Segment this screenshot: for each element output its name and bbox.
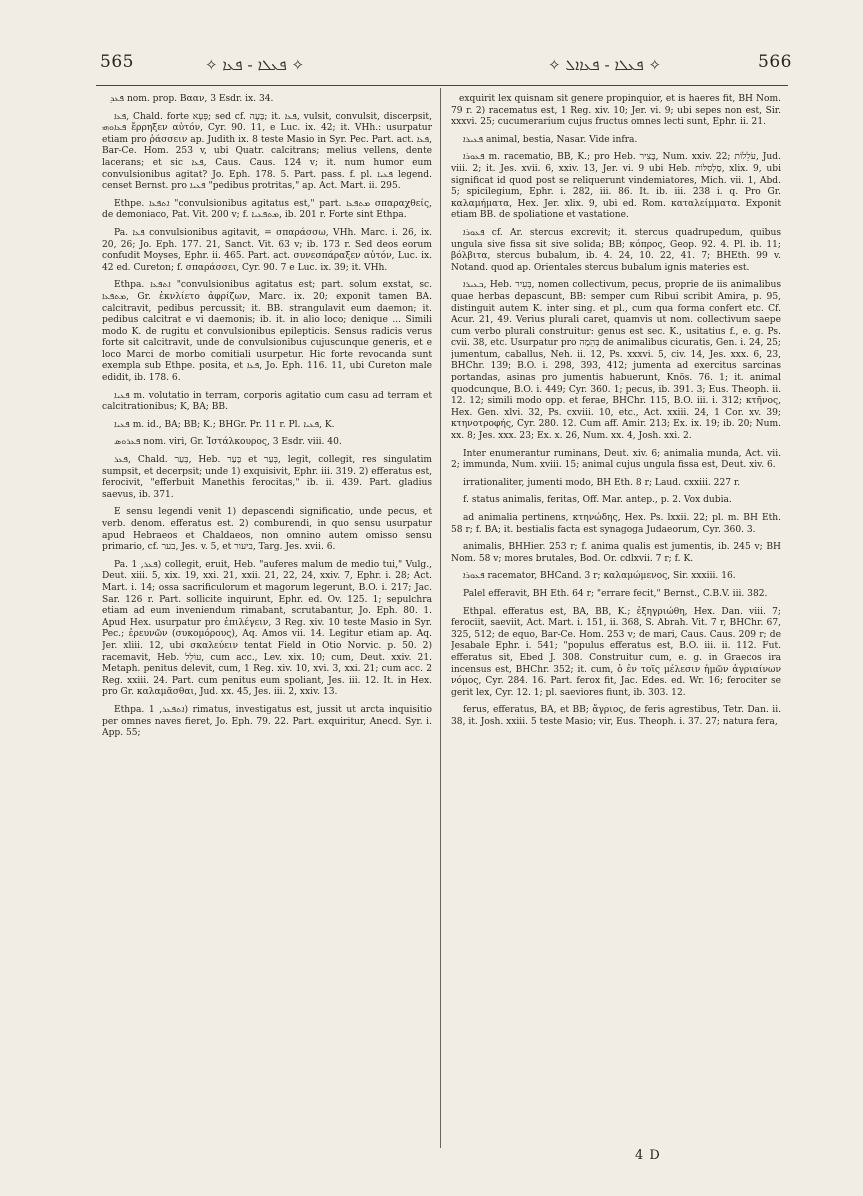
entry: ܦܥܝܐ m. id., BA; BB; K.; BHGr. Pr. 11 r. Pl. ܦܥܝܐ, K.	[114, 419, 335, 430]
left-page-number: 565	[100, 52, 134, 72]
left-column	[102, 94, 432, 1149]
entry: animalis, BHHier. 253 r; f. anima qualis est jumentis, ib. 245 v; BH Nom. 58 v; mores brutales, Bod. Or. cdlxvii. 7 r; f. K.	[451, 542, 781, 564]
signature-mark: 4 D	[635, 1148, 661, 1163]
entry: ܦܥܘܪܐ racemator, BHCand. 3 r; καλαμώμενος, Sir. xxxiii. 16.	[463, 571, 736, 582]
entry: ܦܥܐ, Chald. forte פְּעָא; sed cf. בָּעָה; it. ܦܥܐ, vulsit, convulsit, discerpsit, ܦܥܐܘܗܝ ἔρρηξεν αὐτόν, Cyr. 90. 11, e Luc. ix. 42; it. VHh.: usurpatur etiam pro ῥάσσειν ap. Judith ix. 8 teste Masio in Syr. Pec. Part. act. ܦܥܐ, Bar-Ce. Hom. 253 v, ubi Quatr. calcitrans; melius vellens, dente lacerans; et sic ܦܥܐ, Caus. Caus. 124 v; it. num humor eum convulsionibus agitat? Jo. Eph. 178. 5. Part. pass. f. pl. ܦܥܝܐ legend. censet Bernst. pro ܦܥܝܐ "pedibus protritas," ap. Act. Mart. ii. 295.	[102, 111, 432, 192]
entry: ܦܥܕ nom. prop. Βααν, 3 Esdr. ix. 34.	[110, 94, 274, 104]
entry: Ethpa. ܐܬܦܥܪ, 1) rimatus, investigatus est, jussit ut arcta inquisitio per omnes naves fieret, Jo. Eph. 79. 22. Part. exquiritur, Anecd. Syr. i. App. 55;	[102, 704, 432, 739]
column-divider	[440, 88, 441, 1148]
entry: ܦܥܝܪܐ animal, bestia, Nasar. Vide infra.	[463, 134, 638, 145]
entry: f. status animalis, feritas, Off. Mar. antep., p. 2. Vox dubia.	[463, 495, 732, 506]
entry: ܦܥܘܪܐ cf. Ar. stercus excrevit; it. stercus quadrupedum, quibus ungula sive fissa sit sive solida; BB; κόπρος, Geop. 92. 4. Pl. ib. 11; βόλβιτα, stercus bubalum, ib. 4. 24, 10. 22, 41. 7; BHEth. 99 v. Notand. quod ap. Orientales stercus bubalum ignis materies est.	[451, 227, 781, 273]
entry: ferus, efferatus, BA, et BB; ἄγριος, de feris agrestibus, Tetr. Dan. ii. 38, it. Josh. xxiii. 5 teste Masio; vir, Eus. Theoph. i. 37. 27; natura fera,	[451, 705, 781, 727]
entry: Pa. ܦܥܪ, 1) collegit, eruit, Heb. "auferes malum de medio tui," Vulg., Deut. xiii. 5, xix. 19, xxi. 21, xxii. 21, 22, 24, xxiv. 7, Ephr. i. 28; Act. Mart. i. 14; ossa sacrificulorum et magorum legerunt, B.O. i. 217; Jac. Sar. 126 r. Part. sollicite inquirunt, Ephr. ed. Ov. 125. 1; sepulchra etiam ad eum inveniendum rimabant, scrutabantur, Jo. Eph. 80. 1. Apud Hex. usurpatur pro ἐπιλέγειν, 3 Reg. xiv. 10 teste Masio in Syr. Pec.; ἐρευνῶν (συκομόρους), Aq. Amos vii. 14. Legitur etiam ap. Aq. Jer. xliii. 12, ubi σκαλεύειν tentat Field in Otio Norvic. p. 50. 2) racemavit, Heb. עוֹלֵל, cum acc., Lev. xix. 10; cum, Deut. xxiv. 21. Metaph. penitus delevit, cum, 1 Reg. xiv. 10, xvi. 3, xxi. 21; cum acc. 2 Reg. xxiii. 24. Part. cum penitus eum spoliant, Jes. iii. 12. It. in Hex. pro Gr. καλαμᾶσθαι, Jud. xx. 45, Jes. iii. 2, xxiv. 13.	[102, 559, 432, 698]
entry: Ethpe. ܐܬܦܥܐ "convulsionibus agitatus est," part. ܡܬܦܥܐ σπαραχθείς, de demoniaco, Pat. Vit. 200 v; f. ܡܬܦܥܝܐ, ib. 201 r. Forte sint Ethpa.	[102, 198, 432, 221]
entry: Ethpa. ܐܬܦܥܐ "convulsionibus agitatus est; part. solum exstat, sc. ܡܬܦܥܐ, Gr. ἐκνλίετο ἀφρίζων, Marc. ix. 20; exponit tamen BA. calcitravit, pedibus percussit; it. BB. strangulavit eum daemon; it. pedibus calcitrat e vi daemonis; ib. it. in alio loco; denique ... Simili modo K. de rugitu et convulsionibus epilepticis. Sensus radicis verus forte sit calcitravit, unde de convulsionibus cujuscunque generis, et e loco Marci de morbo comitiali usurpetur. Hic forte revocanda sunt exempla sub Ethpe. posita, et ܦܥܐ, Jo. Eph. 116. 11, ubi Cureton male edidit, ib. 178. 6.	[102, 280, 432, 384]
entry: ad animalia pertinens, κτηνώδης, Hex. Ps. lxxii. 22; pl. m. BH Eth. 58 r; f. BA; it. bestialis facta est synagoga Judaeorum, Cyr. 360. 3.	[451, 513, 781, 535]
right-page-number: 566	[758, 52, 792, 72]
entry: Inter enumerantur ruminans, Deut. xiv. 6; animalia munda, Act. vii. 2; immunda, Num. xviii. 15; animal cujus ungula fissa est, Deut. xiv. 6.	[451, 448, 781, 471]
right-column	[451, 94, 781, 1149]
entry: ܒܥܝܪܐ, Heb. בְּעִיר, nomen collectivum, pecus, proprie de iis animalibus quae herbas depascunt, BB: semper cum Ribui scribit Amira, p. 95, distinguit autem K. inter sing. et pl., cum qua forma confert etc. Cf. Acur. 21, 49. Verius plurali caret, quamvis ut nom. collectivum saepe cum verbo plurali construitur: genus est sec. K., usitatius f., e. g. Ps. cvii. 38, etc. Usurpatur pro בְּהֵמָה de animalibus cicuratis, Gen. i. 24, 25; jumentum, caballus, Neh. ii. 12, Ps. xxxvi. 5, civ. 14, Jes. xxx. 6, 23, BHChr. 139; B.O. i. 298, 393, 412; jumenta ad exercitus sarcinas portandas, asinas pro jumentis habuerunt, Knös. 76. 1; it. animal quodcunque, B.O. i. 449; Cyr. 360. 1; pecus, ib. 391. 3; Eus. Theoph. ii. 12. 12; simili modo opp. et ferae, BHChr. 115, B.O. iii. i. 312; κτῆνος, Hex. Gen. xlvi. 32, Ps. cxviii. 10, etc., Act. xxiii. 24, 1 Cor. xv. 39; κτηνοτροφής, Cyr. 280. 12. Cum aff. Amir. 213; Ex. ix. 19; ib. 20; Num. xx. 8; Jes. xxx. 23; Ex. x. 26, Num. xx. 4, Josh. xxi. 2.	[451, 280, 781, 442]
entry: ܦܥܝܐ m. volutatio in terram, corporis agitatio cum casu ad terram et calcitrationibus; K, BA; BB.	[102, 390, 432, 413]
entry: Pa. ܦܥܐ convulsionibus agitavit, = σπαράσσω, VHh. Marc. i. 26, ix. 20, 26; Jo. Eph. 177. 21, Sanct. Vit. 63 v; ib. 173 r. Sed deos eorum confudit Moyses, Ephr. ii. 465. Part. act. συνεσπάραξεν αὐτόν, Luc. ix. 42 ed. Cureton; f. σπαράσσει, Cyr. 90. 7 e Luc. ix. 39; it. VHh.	[102, 227, 432, 273]
entry: ܦܥܘܪܐ m. racematio, BB, K.; pro Heb. בָּצִיר, Num. xxiv. 22; עֹלֵלוֹת, Jud. viii. 2; it. Jes. xvii. 6, xxiv. 13, Jer. vi. 9 ubi Heb. סַלְסִלּוֹת, xlix. 9, ubi significat id quod post se reliquerunt vindemiatores, Mich. vii. 1, Abd. 5; spicilegium, Ephr. i. 282, iii. 86. It. ib. iii. 238 i. q. Pro Gr. καλαμήματα, Hex. Jer. xlix. 9, ubi ed. Rom. καταλείμματα. Exponit etiam BB. de spoliatione et vastatione.	[451, 152, 781, 221]
entry: ܦܥܪ, Chald. בְּעַר, Heb. בָּעַר et בְּעַר, legit, collegit, res singulatim sumpsit, et decerpsit; unde 1) exquisivit, Ephr. iii. 319. 2) efferatus est, ferocivit, "efferbuit Manethis ferocitas," ib. ii. 439. Part. gladius saevus, ib. 371.	[102, 455, 432, 500]
entry: irrationaliter, jumenti modo, BH Eth. 8 r; Laud. cxxiii. 227 r.	[463, 477, 741, 488]
entry: Palel efferavit, BH Eth. 64 r; "errare fecit," Bernst., C.B.V. iii. 382.	[463, 588, 768, 599]
entry: ܦܥܪܘܣ nom. viri, Gr. Ἰστάλκουρος, 3 Esdr. viii. 40.	[114, 437, 342, 448]
left-running-head: ✧ ܦܥܠܐ - ܦܥܐ ✧	[205, 56, 305, 74]
right-running-head: ✧ ܦܥܠܐ - ܦܥܐܐܠ ✧	[548, 56, 662, 74]
entry: Ethpal. efferatus est, BA, BB, K.; ἐξηγριώθη, Hex. Dan. viii. 7; ferociit, saeviit, Act. Mart. i. 151, ii. 368, S. Abrah. Vit. 7 r, BHChr. 67, 325, 512; de equo, Bar-Ce. Hom. 253 v; de mari, Caus. Caus. 209 r; de Jesabale Ephr. i. 541; "populus efferatus est, B.O. iii. ii. 112. Fut. efferatus sit, Ebed J. 308. Construitur cum, e. g. in Graecos ira incensus est, BHChr. 352; it. cum, ὁ ἐν τοῖς μέλεσιν ἡμῶν ἀγριαίνων νόμος, Cyr. 284. 16. Part. ferox fit, Jac. Edes. ed. Wr. 16; ferociter se gerit lex, Cyr. 12. 1; pl. saeviores fiunt, ib. 303. 12.	[451, 606, 781, 698]
header-rule	[96, 85, 788, 86]
entry: E sensu legendi venit 1) depascendi significatio, unde pecus, et verb. denom. efferatus est. 2) comburendi, in quo sensu usurpatur apud Hebraeos et Chaldaeos, non omnino autem omisso sensu primario, cf. בער, Jes. v. 5, et ביעור, Targ. Jes. xvii. 6.	[102, 507, 432, 553]
entry: exquirit lex quisnam sit genere propinquior, et is haeres fit, BH Nom. 79 r. 2) racematus est, 1 Reg. xiv. 10; Jer. vi. 9; ubi sepes non est, Sir. xxxvi. 25; cucumerarium cujus fructus omnes lecti sunt, Ephr. ii. 21.	[451, 94, 781, 128]
